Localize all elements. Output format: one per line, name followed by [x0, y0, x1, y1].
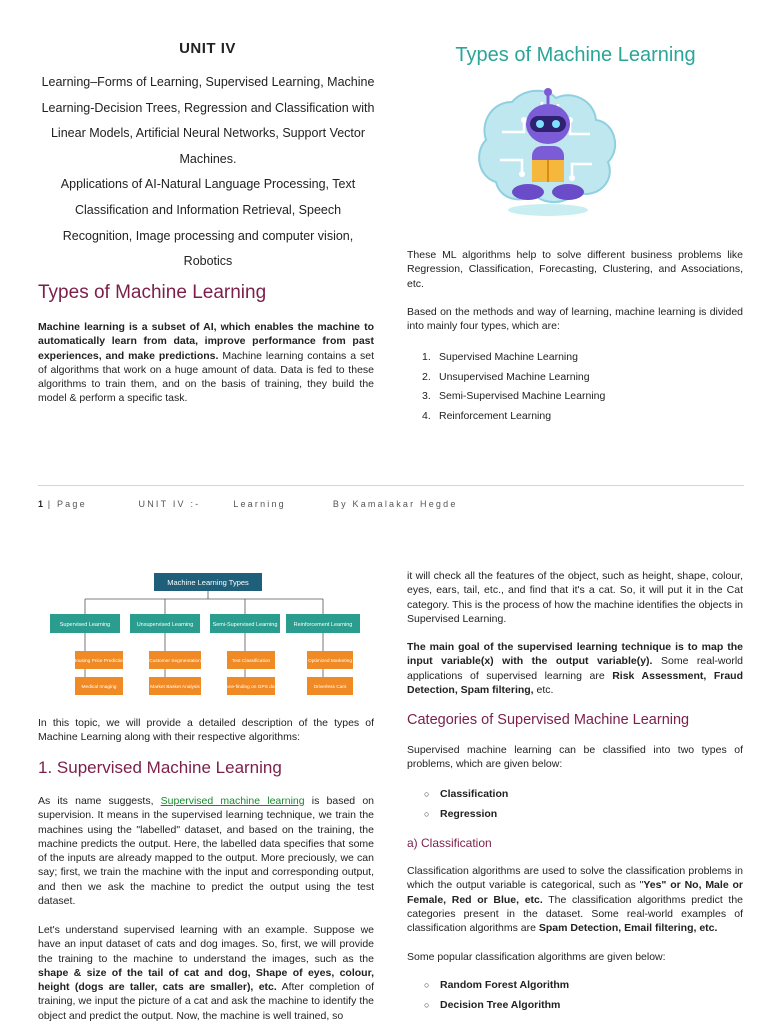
ml-definition-bold: Machine learning is a subset of AI, which enables the machine to automatically learn from data, improve performance from past experiences, and make predictions.: [38, 321, 374, 362]
robot-brain-illustration: [472, 82, 622, 217]
intro-line: Linear Models, Artificial Neural Networks, Support Vector: [50, 126, 366, 141]
list-item: ○ Regression: [424, 808, 498, 820]
diagram-leaf-label: Market Basket Analysis: [150, 685, 200, 690]
illustration-title: Types of Machine Learning: [455, 44, 696, 66]
supervised-learning-link[interactable]: Supervised machine learning: [160, 795, 305, 807]
list-item: 4. Reinforcement Learning: [422, 409, 552, 422]
topic-paragraph: In this topic, we will provide a detailed description of the types of Machine Learning along with their respective algorithms:: [38, 717, 374, 744]
intro-line: Learning-Decision Trees, Regression and Classification with: [41, 100, 375, 115]
intro-line: Applications of AI-Natural Language Processing, Text: [60, 177, 356, 192]
list-item: 2. Unsupervised Machine Learning: [422, 370, 590, 383]
ml-types-diagram: [45, 566, 375, 704]
ml-definition-paragraph: [38, 320, 374, 406]
list-item: ○ Random Forest Algorithm: [424, 979, 570, 991]
section-heading-categories: Categories of Supervised Machine Learning: [407, 712, 690, 728]
circle-bullet-icon: ○: [424, 809, 430, 819]
circle-bullet-icon: ○: [424, 980, 430, 990]
diagram-branch-label: Supervised Learning: [59, 622, 111, 628]
check-features-paragraph: it will check all the features of the object, such as height, shape, colour, eyes, ears, tail, etc., and find that it's a cat. So, it will put it in the Cat category. This is the process of how the machine identifies the objects in Supervised Learning.: [407, 570, 743, 625]
popular-algorithms-paragraph: Some popular classification algorithms are given below:: [407, 951, 666, 963]
section-heading-types: Types of Machine Learning: [38, 282, 267, 303]
footer-unit: UNIT IV :-: [138, 499, 201, 509]
intro-line: Learning–Forms of Learning, Supervised Learning, Machine: [41, 75, 375, 89]
circle-bullet-icon: ○: [424, 789, 430, 799]
ml-definition-rest: Machine learning contains a set of algorithms that work on a huge amount of data. Data is fed to these algorithms to train them, and on the basis of training, they build the model & perform a specific task.: [38, 349, 374, 405]
intro-line: Recognition, Image processing and computer vision,: [62, 228, 354, 243]
footer-author: By Kamalakar Hegde: [332, 499, 458, 509]
categories-paragraph: Supervised machine learning can be classified into two types of problems, which are given below:: [407, 744, 743, 771]
diagram-leaf-label: Customer Segmentation: [149, 659, 201, 664]
classification-paragraph: Classification algorithms are used to solve the classification problems in which the output variable is categorical, such as "Yes" or No, Male or Female, Red or Blue, etc. The classification algorithms predict the categories present in the dataset. Some real-world examples of classification algorithms are Spam Detection, Email filtering, etc.: [407, 865, 744, 935]
circle-bullet-icon: ○: [424, 1000, 430, 1010]
syllabus-intro: [38, 70, 378, 275]
diagram-leaf-label: Text Classification: [231, 659, 271, 664]
subheading-classification: a) Classification: [407, 836, 492, 850]
main-goal-paragraph: The main goal of the supervised learning technique is to map the input variable(x) with the output variable(y). Some real-world applications of supervised learning are Risk Assessment, Fraud Detection, Spam filtering, etc.: [407, 641, 744, 696]
diagram-branch-label: Unsupervised Learning: [136, 622, 194, 628]
diagram-leaf-label: Housing Price Prediction: [72, 659, 126, 664]
list-item: 1. Supervised Machine Learning: [422, 351, 578, 363]
example-paragraph: Let's understand supervised learning with an example. Suppose we have an input dataset of cats and dog images. So, first, we will provide the training to the machine to understand the images, such as the shape & size of the tail of cat and dog, Shape of eyes, colour, height (dogs are taller, cats are smaller), etc. After completion of training, we input the picture of a cat and ask the machine to identify the object and predict the output. Now, the machine is well trained, so: [38, 924, 374, 1022]
unit-title: UNIT IV: [179, 40, 236, 57]
list-item: ○ Decision Tree Algorithm: [424, 999, 561, 1011]
page-footer: 1 | Page UNIT IV :- Learning By Kamalakar Hegde: [38, 499, 458, 509]
footer-topic: Learning: [233, 499, 286, 509]
diagram-leaf-label: Optimized Marketing: [308, 659, 352, 664]
list-item: ○ Classification: [424, 788, 509, 800]
diagram-leaf-label: Medical Imaging: [81, 685, 117, 690]
diagram-branch-label: Reinforcement Learning: [293, 622, 353, 628]
page-divider: [38, 485, 744, 486]
supervised-intro-paragraph: As its name suggests, Supervised machine learning is based on supervision. It means in the supervised learning technique, we train the machines using the "labelled" dataset, and based on the training, the machine predicts the output. Here, the labelled data specifies that some of the inputs are already mapped to the output. More preciously, we can say; first, we train the machine with the input and corresponding output, and then we ask the machine to predict the output using the test dataset.: [38, 795, 375, 908]
ml-types-list: [422, 348, 605, 426]
list-item: 3. Semi-Supervised Machine Learning: [422, 390, 606, 403]
intro-line: Classification and Information Retrieval, Speech: [74, 202, 342, 217]
based-on-paragraph: Based on the methods and way of learning, machine learning is divided into mainly four types, which are:: [407, 306, 743, 333]
diagram-leaf-label: Lane-finding on GPS data: [223, 685, 279, 690]
diagram-branch-label: Semi-Supervised Learning: [212, 622, 278, 628]
diagram-root-label: Machine Learning Types: [167, 578, 249, 587]
intro-line: Robotics: [183, 254, 233, 269]
section-heading-supervised: 1. Supervised Machine Learning: [38, 758, 282, 777]
intro-line: Machines.: [179, 151, 237, 166]
algorithms-paragraph: These ML algorithms help to solve different business problems like Regression, Classification, Forecasting, Clustering, and Associations, etc.: [407, 249, 743, 290]
diagram-leaf-label: Driverless Cars: [313, 685, 347, 690]
page-number: 1: [38, 499, 44, 509]
